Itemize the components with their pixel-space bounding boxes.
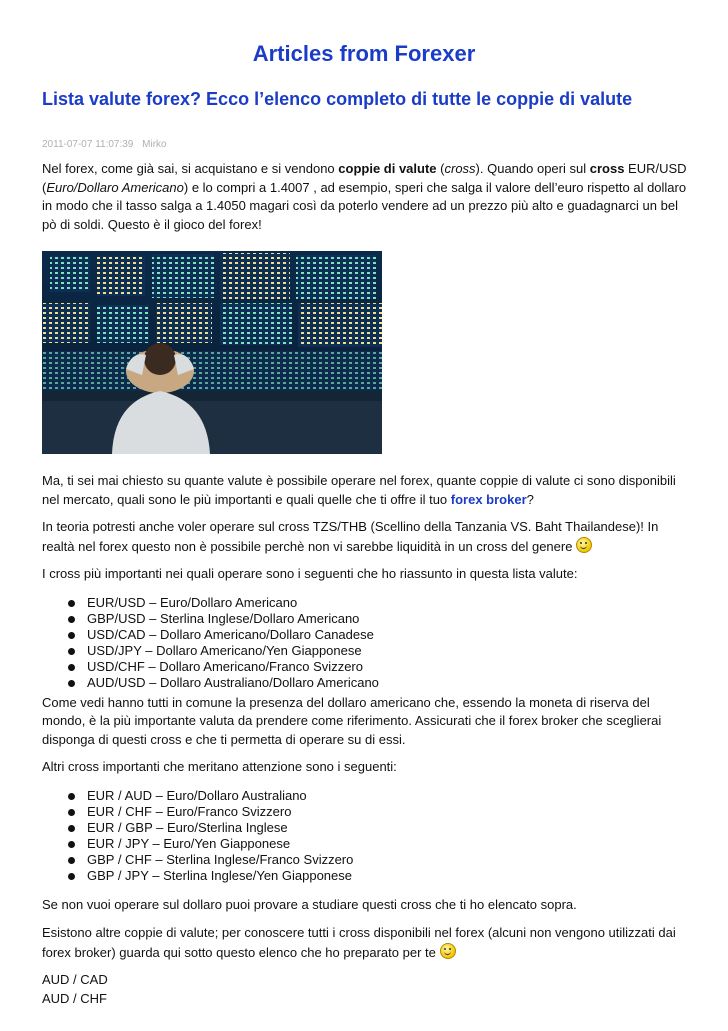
question-paragraph: Ma, ti sei mai chiesto su quante valute è possibile operare nel forex, quante coppie di valute ci sono disponibili nel mercato, quali sono le più importanti e quali quelle che ti offre il tuo forex broker? [42,473,676,507]
more-pairs-paragraph: Esistono altre coppie di valute; per conoscere tutti i cross disponibili nel forex (alcuni non vengono utilizzati dai forex broker) guarda qui sotto questo elenco che ho preparato per te [42,925,676,960]
list-item: EUR / CHF – Euro/Franco Svizzero [87,804,690,820]
smiley-emoticon-icon [576,537,592,553]
post-content [42,160,690,1008]
site-title: Articles from Forexer [252,41,476,66]
list-item: USD/CHF – Dollaro Americano/Franco Svizzero [87,659,690,675]
list-item: EUR/USD – Euro/Dollaro Americano [87,595,690,611]
pair-list [42,971,690,1008]
list-item: EUR / AUD – Euro/Dollaro Australiano [87,788,690,804]
important-cross-intro: I cross più importanti nei quali operare sono i seguenti che ho riassunto in questa lista valute: [42,566,578,581]
list-item: GBP / CHF – Sterlina Inglese/Franco Svizzero [87,852,690,868]
dollar-paragraph: Come vedi hanno tutti in comune la presenza del dollaro americano che, essendo la moneta di riserva del mondo, è la più importante valuta da prendere come riferimento. Assicurati che il forex broker che sceglierai disponga di questi cross e che ti permetta di operare su di essi. [42,694,662,747]
other-cross-intro: Altri cross importanti che meritano attenzione sono i seguenti: [42,759,397,774]
forex-broker-link[interactable]: forex broker [450,491,527,507]
theory-paragraph: In teoria potresti anche voler operare sul cross TZS/THB (Scellino della Tanzania VS. Baht Thailandese)! In realtà nel forex questo non è possibile perchè non vi sarebbe liquidità in un cross del genere [42,519,659,554]
list-item: AUD/USD – Dollaro Australiano/Dollaro Americano [87,675,690,691]
smiley-emoticon-icon [440,943,456,959]
major-cross-list [42,595,690,691]
list-item: USD/CAD – Dollaro Americano/Dollaro Canadese [87,627,690,643]
list-item: USD/JPY – Dollaro Americano/Yen Giapponese [87,643,690,659]
list-item: EUR / JPY – Euro/Yen Giapponese [87,836,690,852]
list-item: GBP/USD – Sterlina Inglese/Dollaro Americano [87,611,690,627]
post-date: 2011-07-07 11:07:39 [42,139,134,150]
trading-floor-photo [42,251,382,454]
pair-item: AUD / CHF [42,990,107,1006]
intro-paragraph: Nel forex, come già sai, si acquistano e si vendono coppie di valute (cross). Quando operi sul cross EUR/USD (Euro/Dollaro Americano) e lo compri a 1.4007 , ad esempio, speri che salga il valore dell’euro rispetto al dollaro in modo che il tasso salga a 1.4050 magari così da poterlo vendere ad un prezzo più alto e guadagnarci un bel pò di soldi. Questo è il gioco del forex! [42,161,687,232]
secondary-cross-list [42,788,690,884]
post-meta [42,139,167,150]
non-dollar-paragraph: Se non vuoi operare sul dollaro puoi provare a studiare questi cross che ti ho elencato sopra. [42,896,577,912]
list-item: EUR / GBP – Euro/Sterlina Inglese [87,820,690,836]
pair-item: AUD / CAD [42,972,108,987]
post-title[interactable]: Lista valute forex? Ecco l’elenco completo di tutte le coppie di valute [42,89,633,109]
post-author[interactable]: Mirko [142,139,167,150]
list-item: GBP / JPY – Sterlina Inglese/Yen Giapponese [87,868,690,884]
